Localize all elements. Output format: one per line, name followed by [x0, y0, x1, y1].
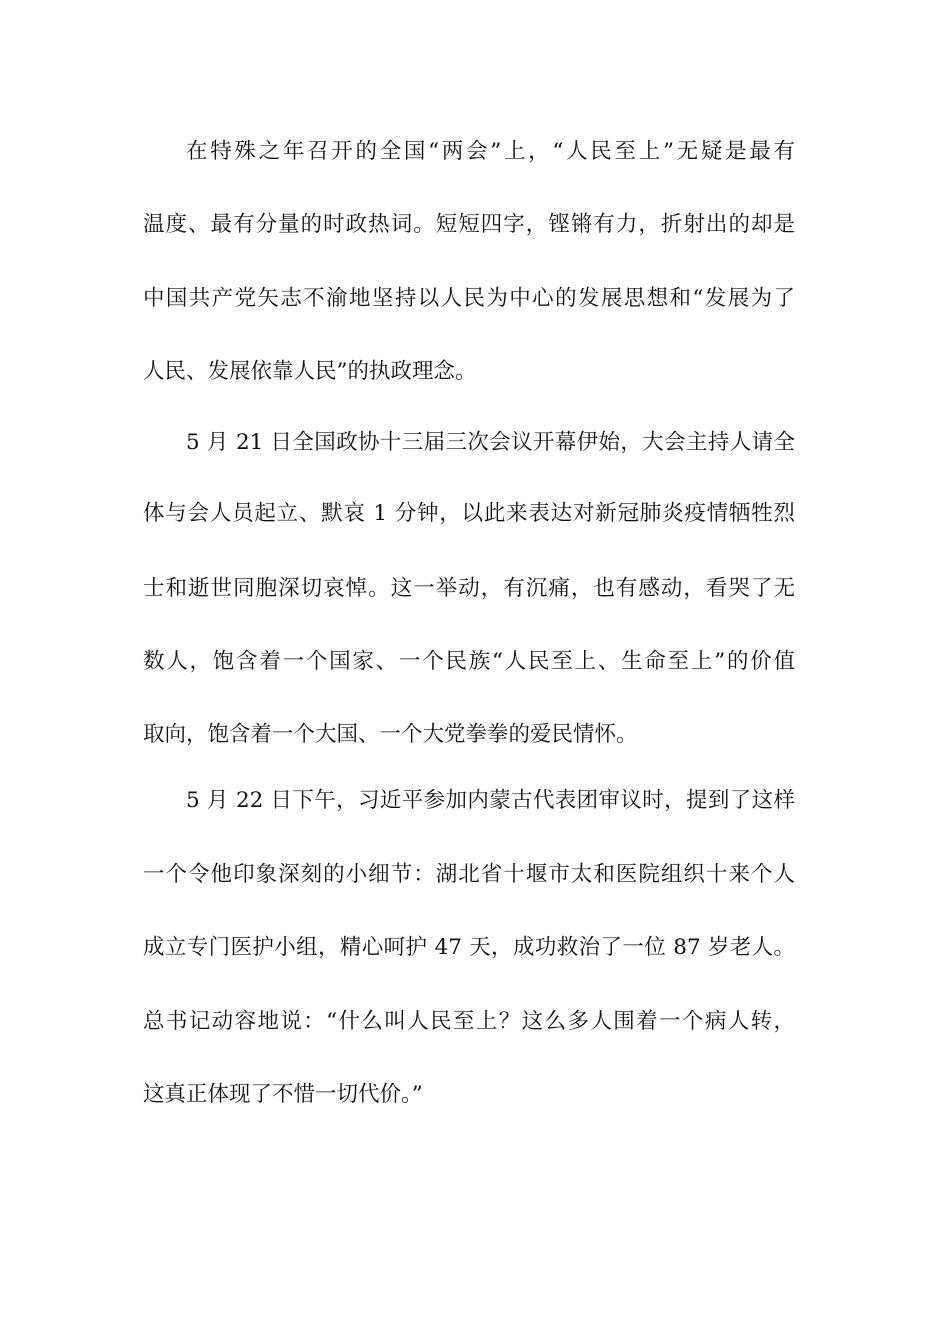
paragraph-3-line-3: 成立专门医护小组，精心呵护 47 天，成功救治了一位 87 岁老人。 — [143, 935, 795, 960]
paragraph-2-line-4: 数人，饱含着一个国家、一个民族“人民至上、生命至上”的价值 — [143, 649, 795, 674]
paragraph-3-line-5: 这真正体现了不惜一切代价。” — [143, 1082, 423, 1107]
paragraph-3-line-1: 5 月 22 日下午，习近平参加内蒙古代表团审议时，提到了这样 — [186, 788, 795, 813]
paragraph-1-line-2: 温度、最有分量的时政热词。短短四字，铿锵有力，折射出的却是 — [143, 212, 795, 237]
paragraph-2-line-5: 取向，饱含着一个大国、一个大党拳拳的爱民情怀。 — [143, 722, 638, 747]
paragraph-3-line-2: 一个令他印象深刻的小细节：湖北省十堰市太和医院组织十来个人 — [143, 862, 795, 887]
paragraph-1-line-3: 中国共产党矢志不渝地坚持以人民为中心的发展思想和“发展为了 — [143, 286, 795, 311]
paragraph-2-line-2: 体与会人员起立、默哀 1 分钟，以此来表达对新冠肺炎疫情牺牲烈 — [143, 501, 795, 526]
paragraph-1-line-4: 人民、发展依靠人民”的执政理念。 — [143, 359, 477, 384]
paragraph-3-line-4: 总书记动容地说：“什么叫人民至上？这么多人围着一个病人转， — [143, 1009, 795, 1034]
paragraph-2-line-3: 士和逝世同胞深切哀悼。这一举动，有沉痛，也有感动，看哭了无 — [143, 576, 795, 601]
paragraph-1-line-1: 在特殊之年召开的全国“两会”上，“人民至上”无疑是最有 — [186, 139, 795, 164]
paragraph-2-line-1: 5 月 21 日全国政协十三届三次会议开幕伊始，大会主持人请全 — [186, 430, 795, 455]
